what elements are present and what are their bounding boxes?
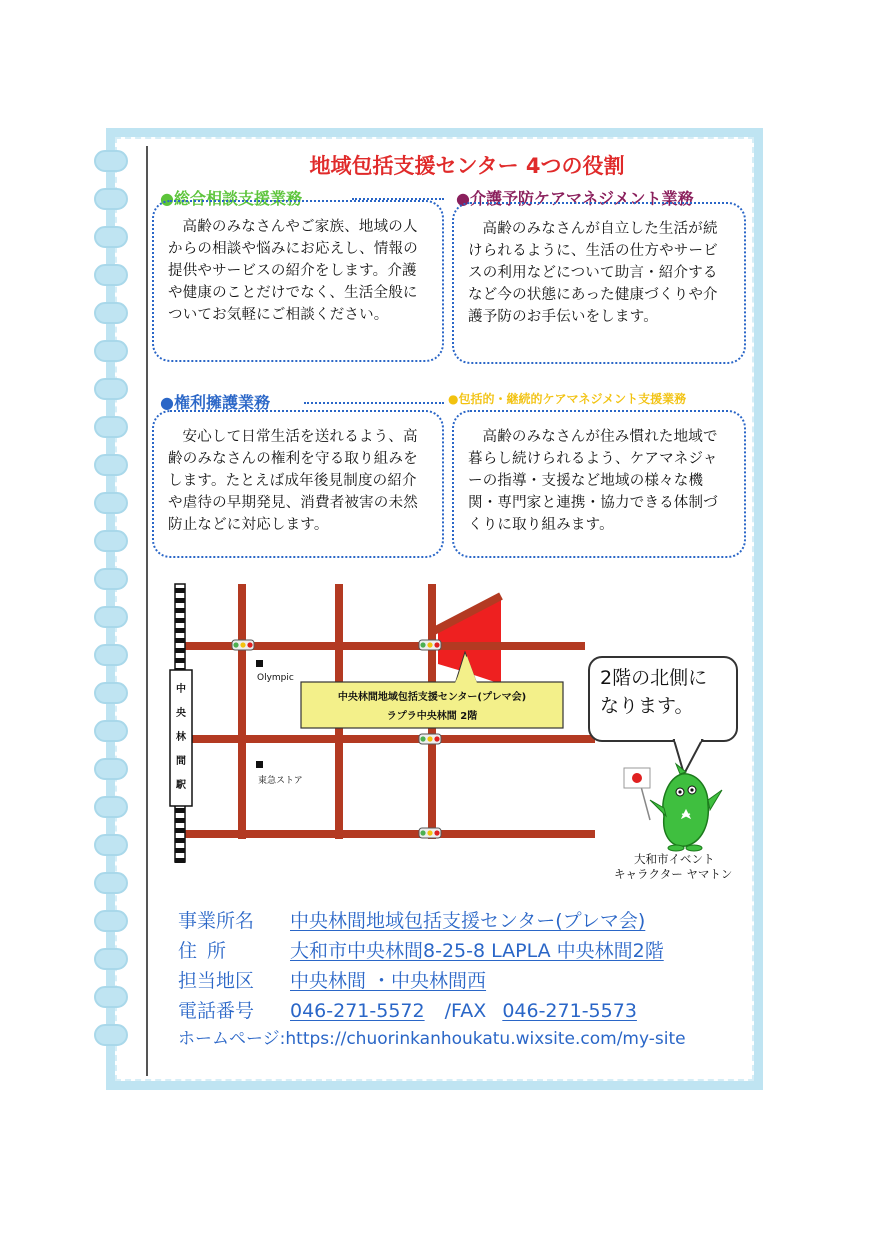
section-box-comprehensive-care	[452, 410, 746, 558]
ring-binding	[94, 986, 128, 1008]
homepage-row	[178, 1024, 686, 1049]
center-name-label: 中央林間地域包括支援センター(プレマ会)	[337, 692, 527, 703]
section-body: 高齢のみなさんやご家族、地域の人からの相談や悩みにお応えし、情報の提供やサービスの紹介をします。介護や健康のことだけでなく、生活全般についてお気軽にご相談ください。	[168, 219, 418, 323]
info-value: 中央林間 ・中央林間西	[290, 970, 487, 992]
heading-dotted-line	[304, 402, 444, 404]
ring-binding	[94, 530, 128, 552]
ring-binding	[94, 834, 128, 856]
olympic-marker	[256, 660, 263, 667]
tokyu-label: 東急ストア	[258, 776, 303, 786]
info-row-name	[178, 906, 645, 933]
ring-binding	[94, 226, 128, 248]
notebook-spine	[146, 146, 148, 1076]
ring-binding	[94, 720, 128, 742]
section-box-general-consultation	[152, 200, 444, 362]
traffic-signal-icon	[419, 640, 441, 650]
mascot-caption-line: キャラクター ヤマトン	[614, 867, 733, 881]
road-horizontal	[185, 830, 595, 838]
ring-binding	[94, 1024, 128, 1046]
road-vertical	[238, 584, 246, 839]
info-label: 電話番号	[178, 1000, 255, 1022]
info-row-address	[178, 936, 664, 963]
phone-number[interactable]: 046-271-5572	[290, 1000, 425, 1022]
info-label: 住 所	[178, 940, 229, 962]
speech-bubble	[588, 656, 738, 742]
ring-binding	[94, 758, 128, 780]
ring-binding	[94, 454, 128, 476]
ring-binding	[94, 340, 128, 362]
ring-binding	[94, 188, 128, 210]
section-heading-preventive-care: ●介護予防ケアマネジメント業務	[456, 189, 694, 208]
info-label: 事業所名	[178, 910, 255, 932]
section-body: 安心して日常生活を送れるよう、高齢のみなさんの権利を守る取り組みをします。たとえば成年後見制度の紹介や虐待の早期発見、消費者被害の未然防止などに対応します。	[168, 429, 418, 533]
ring-binding	[94, 872, 128, 894]
center-floor-label: ラプラ中央林間 2階	[386, 711, 478, 722]
ring-binding	[94, 606, 128, 628]
section-heading-general-consultation: ●総合相談支援業務	[160, 189, 302, 208]
ring-binding	[94, 568, 128, 590]
station-label: 中央林間駅	[176, 684, 186, 791]
access-map	[165, 572, 600, 872]
ring-binding	[94, 302, 128, 324]
ring-binding	[94, 796, 128, 818]
section-box-preventive-care	[452, 202, 746, 364]
road-horizontal	[185, 735, 595, 743]
ring-binding	[94, 264, 128, 286]
ring-binding	[94, 416, 128, 438]
road-horizontal	[185, 642, 435, 650]
info-label: 担当地区	[178, 970, 255, 992]
section-heading-comprehensive-care: ●包括的・継続的ケアマネジメント支援業務	[448, 392, 687, 406]
homepage-link[interactable]: https://chuorinkanhoukatu.wixsite.com/my-site	[285, 1029, 686, 1049]
homepage-label: ホームページ:	[178, 1029, 286, 1049]
traffic-signal-icon	[419, 828, 441, 838]
page-title: 地域包括支援センター 4つの役割	[309, 154, 625, 178]
tokyu-marker	[256, 761, 263, 768]
notebook-rings	[94, 150, 134, 1070]
section-body: 高齢のみなさんが住み慣れた地域で暮らし続けられるよう、ケアマネジャーの指導・支援など地域の様々な機関・専門家と連携・協力できる体制づくりに取り組みます。	[468, 429, 718, 533]
ring-binding	[94, 682, 128, 704]
fax-number[interactable]: 046-271-5573	[502, 1000, 637, 1022]
ring-binding	[94, 948, 128, 970]
mascot-caption	[614, 852, 760, 882]
olympic-label: Olympic	[257, 673, 294, 683]
mascot-caption-line: 大和市イベント	[634, 852, 715, 866]
bubble-line: なります。	[600, 695, 694, 717]
bubble-line: 2階の北側に	[600, 667, 708, 689]
ring-binding	[94, 492, 128, 514]
road-horizontal	[435, 642, 585, 650]
info-row-area	[178, 966, 486, 993]
ring-binding	[94, 644, 128, 666]
section-box-rights-advocacy	[152, 410, 444, 558]
fax-label: /FAX	[444, 1000, 487, 1022]
info-value: 中央林間地域包括支援センター(プレマ会)	[290, 910, 646, 932]
info-row-phone	[178, 996, 637, 1023]
section-heading-rights-advocacy: ●権利擁護業務	[160, 393, 270, 412]
section-body: 高齢のみなさんが自立した生活が続けられるように、生活の仕方やサービスの利用などについて助言・紹介するなど今の状態にあった健康づくりや介護予防のお手伝いをします。	[468, 221, 718, 325]
info-value: 大和市中央林間8-25-8 LAPLA 中央林間2階	[290, 940, 664, 962]
mascot-yamaton-icon	[620, 760, 730, 852]
traffic-signal-icon	[232, 640, 254, 650]
ring-binding	[94, 910, 128, 932]
traffic-signal-icon	[419, 734, 441, 744]
ring-binding	[94, 378, 128, 400]
